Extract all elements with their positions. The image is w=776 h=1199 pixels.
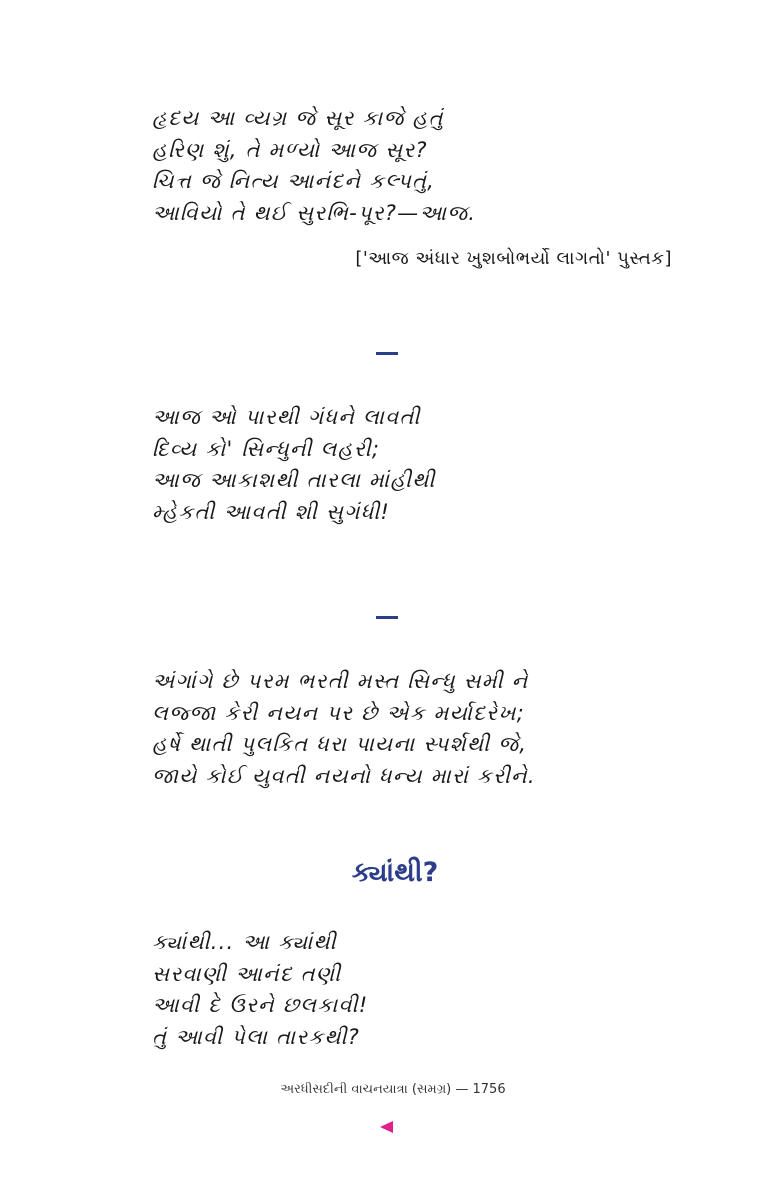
poem-line: અંગાંગે છે પરમ ભરતી મસ્ત સિન્ધુ સમી ને [152,669,529,693]
poem-line: આવી દે ઉરને છલકાવી! [152,993,369,1017]
back-arrow-icon[interactable] [380,1121,393,1133]
poem-line: સરવાણી આનંદ તણી [152,961,342,986]
poem-line: જાયે કોઈ યુવતી નયનો ધન્ય મારાં કરીને. [152,763,536,788]
poem-line: દિવ્ય કો' સિન્ધુની લહરી; [152,436,381,461]
poem-line: હૃદય આ વ્યગ્ર જે સૂર કાજે હતું [152,106,444,130]
poem-title: ક્યાંથી? [351,857,439,888]
poem-line: હરિણ શું, તે મળ્યો આજ સૂર? [152,137,428,162]
stanza-2 [152,402,436,528]
source-citation: ['આજ અંધાર ખુશબોભર્યો લાગતો' પુસ્તક] [355,248,672,269]
poem-line: હર્ષે થાતી પુલકિત ધરા પાયના સ્પર્શથી જે, [152,732,528,756]
stanza-1 [152,103,476,229]
section-divider [376,352,398,355]
page-footer: અરધીસદીની વાચનયાત્રા (સમગ્ર) — 1756 [280,1082,506,1097]
section-divider [376,616,398,619]
stanza-4 [152,927,368,1053]
poem-line: તું આવી પેલા તારકથી? [152,1024,361,1049]
poem-line: મ્હેકતી આવતી શી સુગંધી! [152,499,391,524]
poem-line: ચિત્ત જે નિત્ય આનંદને કલ્પતું, [152,169,436,193]
stanza-3 [152,666,536,792]
poem-line: લજ્જા કેરી નયન પર છે એક મર્યાદરેખ; [152,700,525,725]
poem-line: આવિયો તે થઈ સુરભિ-પૂર?—આજ. [152,200,477,225]
poem-line: આજ ઓ પારથી ગંધને લાવતી [152,405,421,429]
poem-line: ક્યાંથી... આ ક્યાંથી [152,930,337,954]
poem-line: આજ આકાશથી તારલા માંહીથી [152,468,436,492]
